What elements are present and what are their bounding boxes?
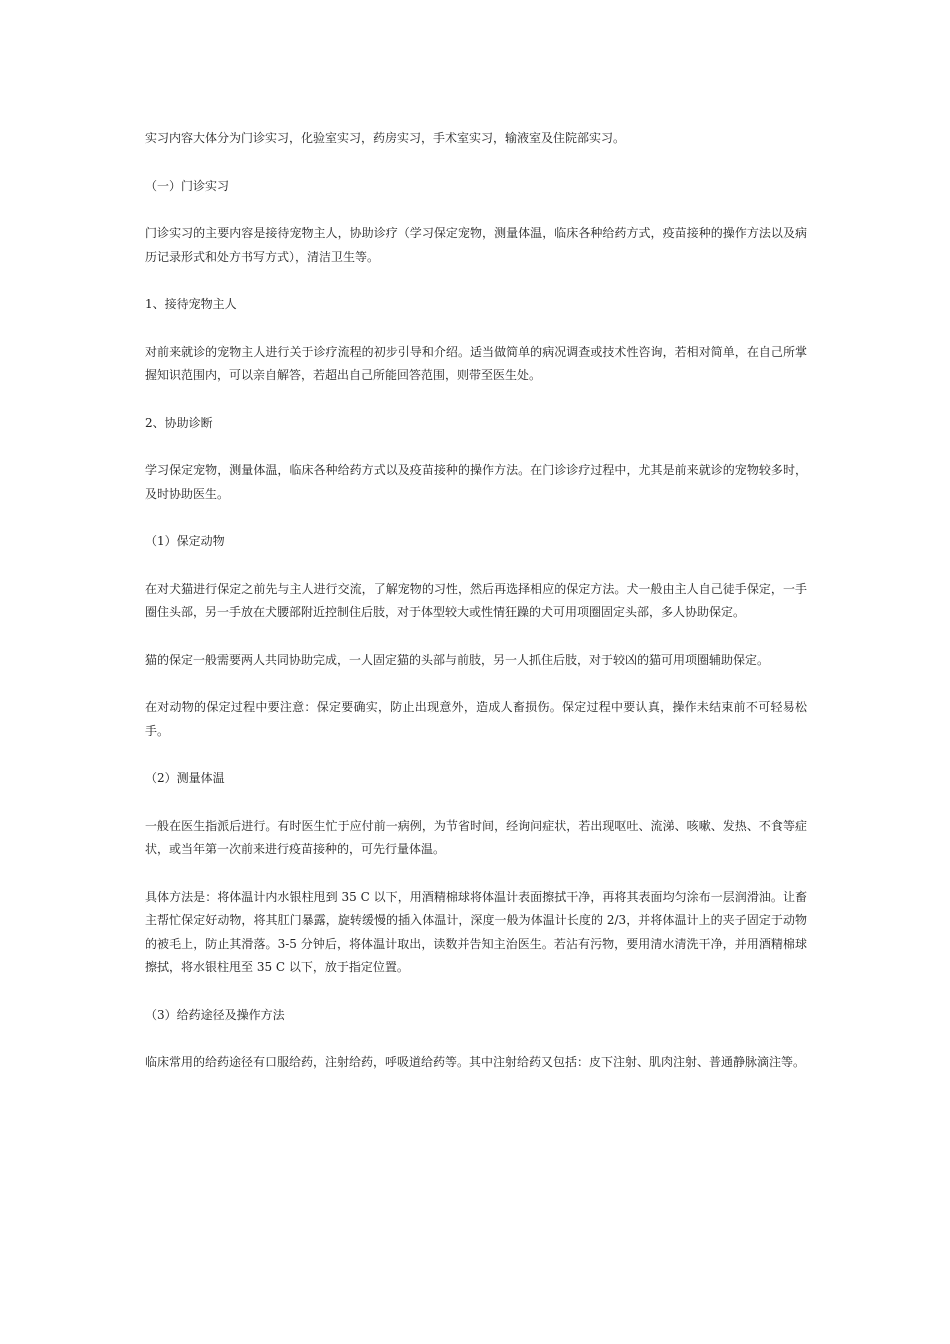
- document-body: [145, 127, 807, 1099]
- temperature-when-paragraph: 一般在医生指派后进行。有时医生忙于应付前一病例，为节省时间，经询问症状，若出现呕吐、流涕、咳嗽、发热、不食等症状，或当年第一次前来进行疫苗接种的，可先行量体温。: [145, 818, 807, 856]
- assist-paragraph: 学习保定宠物，测量体温，临床各种给药方式以及疫苗接种的操作方法。在门诊诊疗过程中，尤其是前来就诊的宠物较多时，及时协助医生。: [145, 463, 807, 501]
- intro-paragraph: 实习内容大体分为门诊实习，化验室实习，药房实习，手术室实习，输液室及住院部实习。: [145, 131, 626, 145]
- restraint-dog-paragraph: 在对犬猫进行保定之前先与主人进行交流，了解宠物的习性，然后再选择相应的保定方法。犬一般由主人自己徒手保定，一手圈住头部，另一手放在犬腰部附近控制住后肢，对于体型较大或性情狂躁的犬可用项圈固定头部，多人协助保定。: [145, 581, 807, 619]
- item-heading-administration: （3）给药途径及操作方法: [145, 1007, 285, 1022]
- subsection-heading-reception: 1、接待宠物主人: [145, 297, 237, 311]
- item-heading-restraint: （1）保定动物: [145, 534, 225, 548]
- outpatient-paragraph: 门诊实习的主要内容是接待宠物主人，协助诊疗（学习保定宠物，测量体温，临床各种给药方式，疫苗接种的操作方法以及病历记录形式和处方书写方式），清洁卫生等。: [145, 226, 807, 264]
- administration-paragraph: 临床常用的给药途径有口服给药，注射给药，呼吸道给药等。其中注射给药又包括：皮下注射、肌肉注射、普通静脉滴注等。: [145, 1055, 806, 1069]
- restraint-notes-paragraph: 在对动物的保定过程中要注意：保定要确实，防止出现意外，造成人畜损伤。保定过程中要认真，操作未结束前不可轻易松手。: [145, 700, 807, 738]
- reception-paragraph: 对前来就诊的宠物主人进行关于诊疗流程的初步引导和介绍。适当做简单的病况调查或技术性咨询，若相对简单，在自己所掌握知识范围内，可以亲自解答，若超出自己所能回答范围，则带至医生处。: [145, 344, 807, 382]
- item-heading-temperature: （2）测量体温: [145, 771, 225, 785]
- section-heading-outpatient: （一）门诊实习: [145, 178, 230, 193]
- subsection-heading-assist: 2、协助诊断: [145, 415, 213, 430]
- temperature-method-paragraph: 具体方法是：将体温计内水银柱甩到 35 C 以下，用酒精棉球将体温计表面擦拭干净，再将其表面均匀涂布一层润滑油。让畜主帮忙保定好动物，将其肛门暴露，旋转缓慢的插入体温计，深度一般为体温计长度的 2/3，并将体温计上的夹子固定于动物的被毛上，防止其滑落。3-5 分钟后，将体温计取出，读数并告知主治医生。若沾有污物，要用清水清洗干净，并用酒精棉球擦拭，将水银柱甩至 35 C 以下，放于指定位置。: [145, 889, 807, 974]
- restraint-cat-paragraph: 猫的保定一般需要两人共同协助完成，一人固定猫的头部与前肢，另一人抓住后肢，对于较凶的猫可用项圈辅助保定。: [145, 652, 770, 667]
